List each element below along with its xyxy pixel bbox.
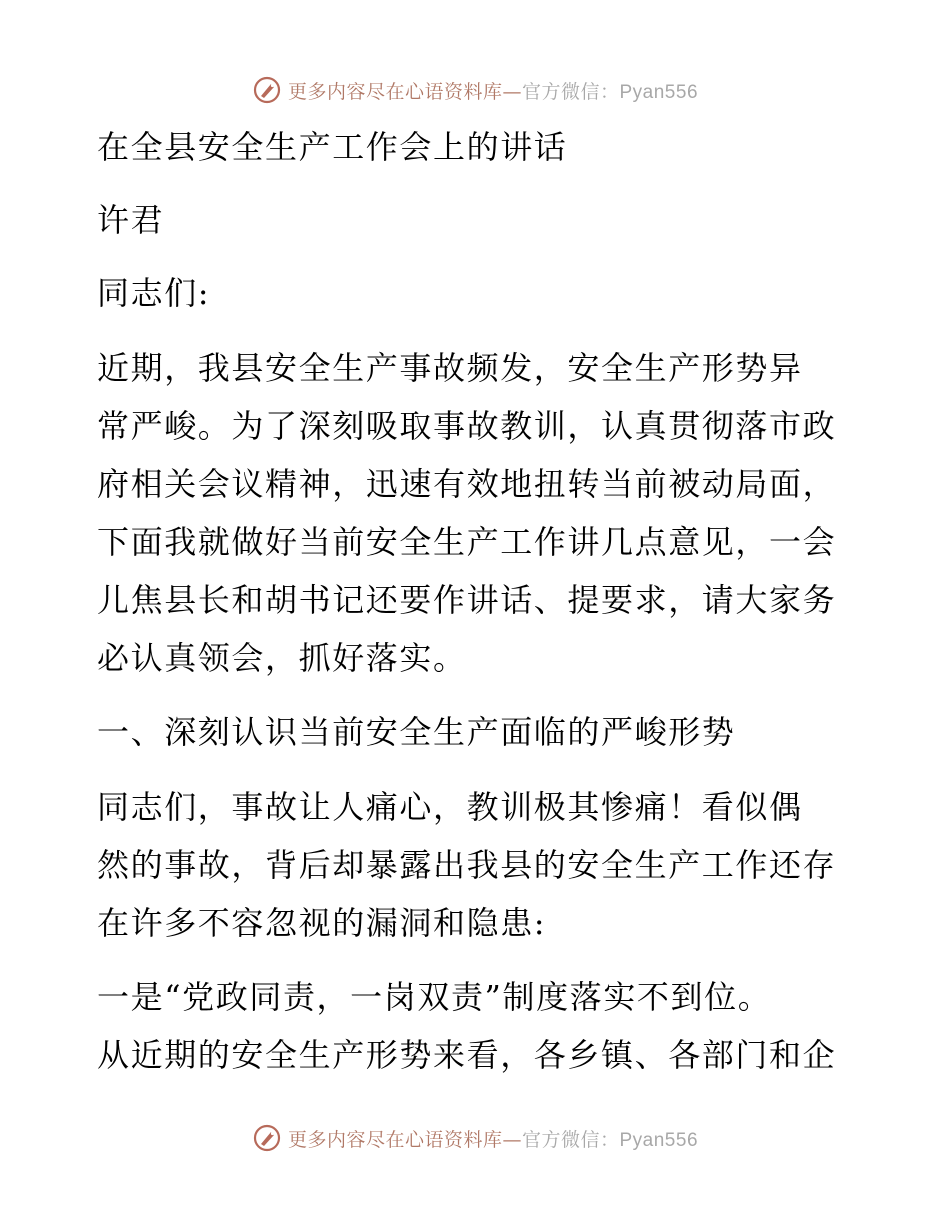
paragraph-1-line-4: 下面我就做好当前安全生产工作讲几点意见，一会 [97,523,837,561]
pen-nib-seal-icon [252,75,282,105]
document-title: 在全县安全生产工作会上的讲话 [97,128,568,166]
section-heading-1: 一、深刻认识当前安全生产面临的严峻形势 [97,713,736,751]
paragraph-3-line-1: 一是“党政同责，一岗双责”制度落实不到位。 [97,978,772,1016]
watermark-text [288,77,698,104]
paragraph-3-line-2: 从近期的安全生产形势来看，各乡镇、各部门和企 [97,1036,837,1074]
watermark-dash: — [502,1128,522,1151]
paragraph-1-line-6: 必认真领会，抓好落实。 [97,639,467,677]
paragraph-1-line-1: 近期，我县安全生产事故频发，安全生产形势异 [97,349,803,387]
watermark-text [288,1125,698,1152]
paragraph-1-line-2: 常严峻。为了深刻吸取事故教训，认真贯彻落市政 [97,407,837,445]
header-watermark-banner [0,70,950,110]
pen-nib-seal-icon [252,1123,282,1153]
footer-watermark-banner [0,1118,950,1158]
document-author: 许君 [97,201,165,239]
paragraph-1-line-5: 儿焦县长和胡书记还要作讲话、提要求，请大家务 [97,581,837,619]
paragraph-2-line-2: 然的事故，背后却暴露出我县的安全生产工作还存 [97,846,837,884]
watermark-dash: — [502,80,522,103]
watermark-site-name: 更多内容尽在心语资料库 [287,80,503,103]
watermark-wechat: 官方微信：Pyan556 [522,81,699,103]
salutation: 同志们: [97,274,211,312]
paragraph-1-line-3: 府相关会议精神，迅速有效地扭转当前被动局面， [97,465,837,503]
watermark-site-name: 更多内容尽在心语资料库 [287,1128,503,1151]
paragraph-2-line-3: 在许多不容忽视的漏洞和隐患: [97,904,547,942]
paragraph-2-line-1: 同志们，事故让人痛心，教训极其惨痛！看似偶 [97,788,803,826]
watermark-wechat: 官方微信：Pyan556 [522,1129,699,1151]
